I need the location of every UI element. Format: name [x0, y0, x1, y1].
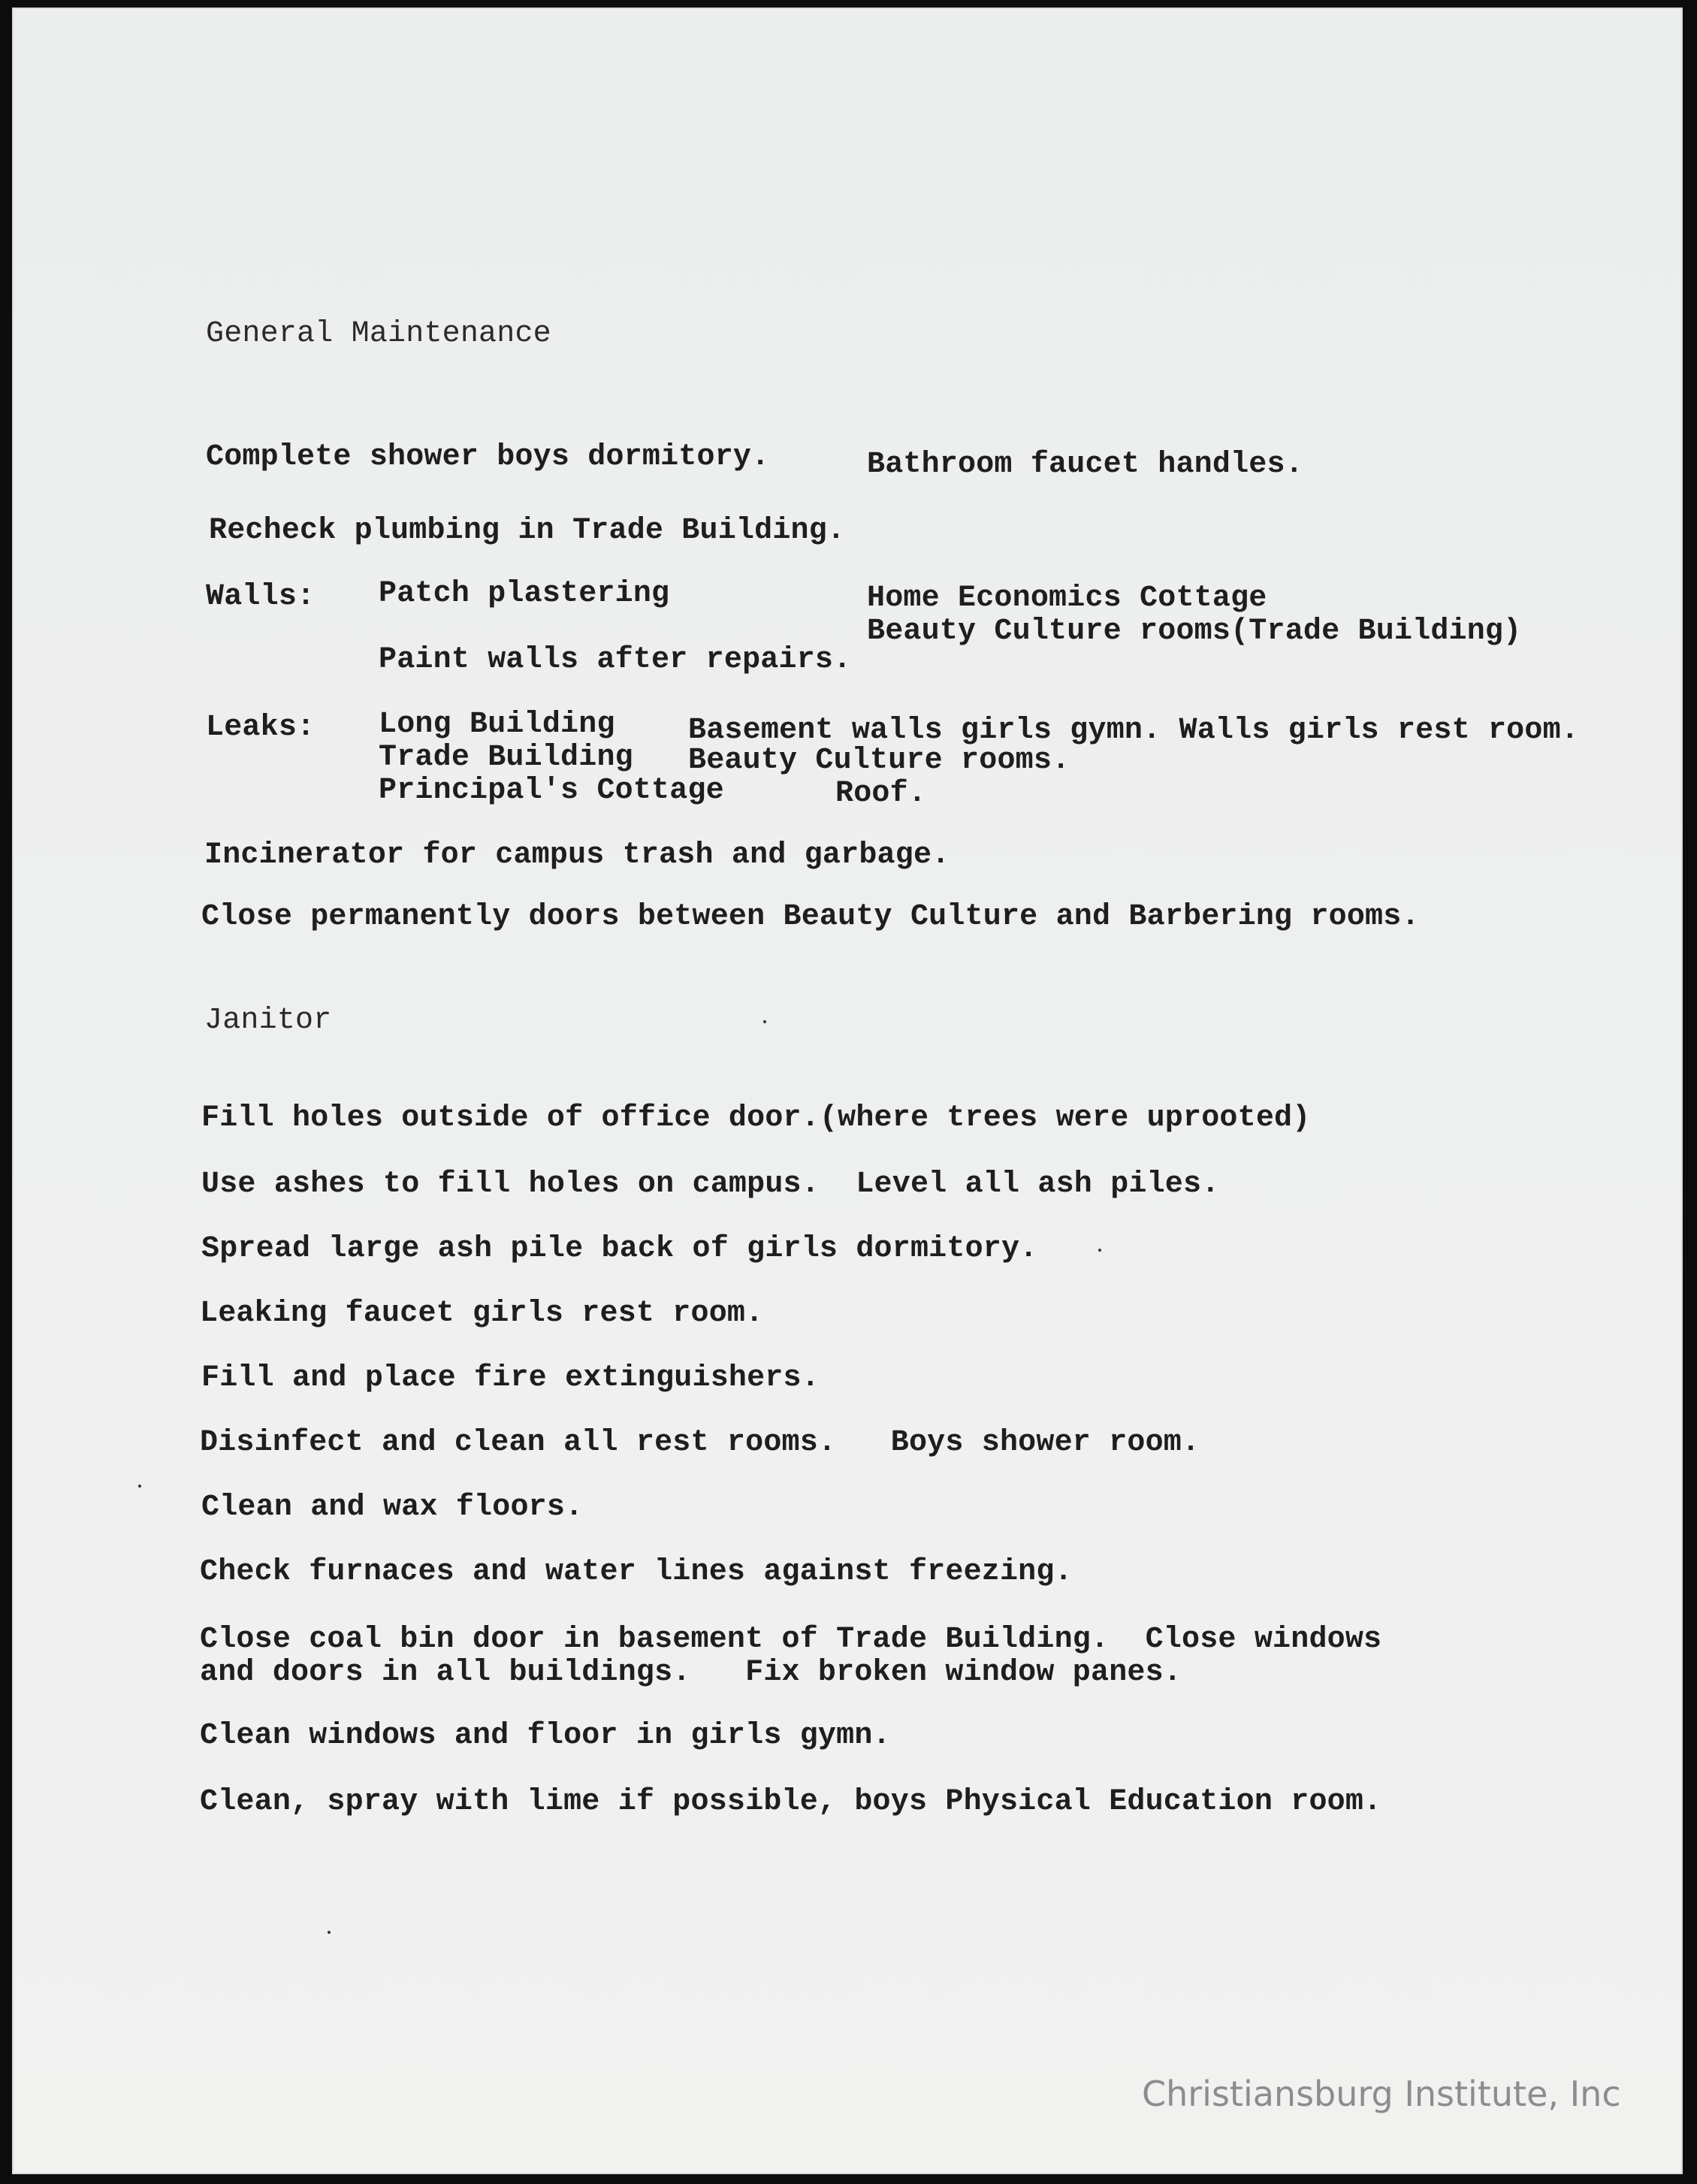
- section-heading-general-maintenance: General Maintenance: [206, 317, 551, 351]
- paper-speck: [138, 1485, 141, 1488]
- paper-speck: [328, 1931, 331, 1934]
- paper-speck: [1098, 1249, 1101, 1252]
- label-walls: Walls:: [206, 580, 316, 614]
- watermark: Christiansburg Institute, Inc: [1142, 2074, 1621, 2114]
- paper-speck: [763, 1020, 766, 1023]
- item-long-building: Long Building: [379, 708, 615, 742]
- item-principals-cottage: Principal's Cottage: [379, 774, 724, 808]
- janitor-item: Use ashes to fill holes on campus. Level all ash piles.: [201, 1168, 1220, 1201]
- item-patch-plastering: Patch plastering: [379, 577, 670, 611]
- janitor-item: Fill holes outside of office door.(where trees were uprooted): [201, 1101, 1311, 1135]
- item-trade-building: Trade Building: [379, 741, 633, 775]
- janitor-item: and doors in all buildings. Fix broken window panes.: [200, 1656, 1182, 1690]
- item-beauty-culture-rooms: Beauty Culture rooms(Trade Building): [867, 615, 1522, 648]
- janitor-item: Close coal bin door in basement of Trade Building. Close windows: [200, 1623, 1382, 1657]
- janitor-item: Clean and wax floors.: [201, 1491, 584, 1524]
- item-incinerator: Incinerator for campus trash and garbage.: [204, 838, 950, 872]
- item-faucet-handles: Bathroom faucet handles.: [867, 448, 1303, 482]
- janitor-item: Disinfect and clean all rest rooms. Boys shower room.: [200, 1426, 1200, 1460]
- section-heading-janitor: Janitor: [204, 1004, 332, 1038]
- janitor-item: Spread large ash pile back of girls dormitory.: [201, 1232, 1038, 1266]
- janitor-item: Leaking faucet girls rest room.: [200, 1297, 764, 1331]
- item-close-doors: Close permanently doors between Beauty Culture and Barbering rooms.: [201, 900, 1420, 934]
- item-principals-detail: Roof.: [835, 777, 927, 811]
- item-paint-walls: Paint walls after repairs.: [379, 643, 852, 677]
- document-page: [12, 8, 1683, 2174]
- item-recheck-plumbing: Recheck plumbing in Trade Building.: [209, 514, 846, 548]
- item-home-economics: Home Economics Cottage: [867, 581, 1267, 615]
- janitor-item: Check furnaces and water lines against freezing.: [200, 1555, 1073, 1589]
- label-leaks: Leaks:: [206, 711, 316, 745]
- item-trade-building-detail: Beauty Culture rooms.: [688, 744, 1070, 778]
- janitor-item: Fill and place fire extinguishers.: [201, 1361, 820, 1395]
- janitor-item: Clean, spray with lime if possible, boys Physical Education room.: [200, 1785, 1382, 1819]
- item-long-building-detail: Basement walls girls gymn. Walls girls rest room.: [688, 714, 1579, 748]
- janitor-item: Clean windows and floor in girls gymn.: [200, 1719, 891, 1753]
- item-shower: Complete shower boys dormitory.: [206, 440, 770, 474]
